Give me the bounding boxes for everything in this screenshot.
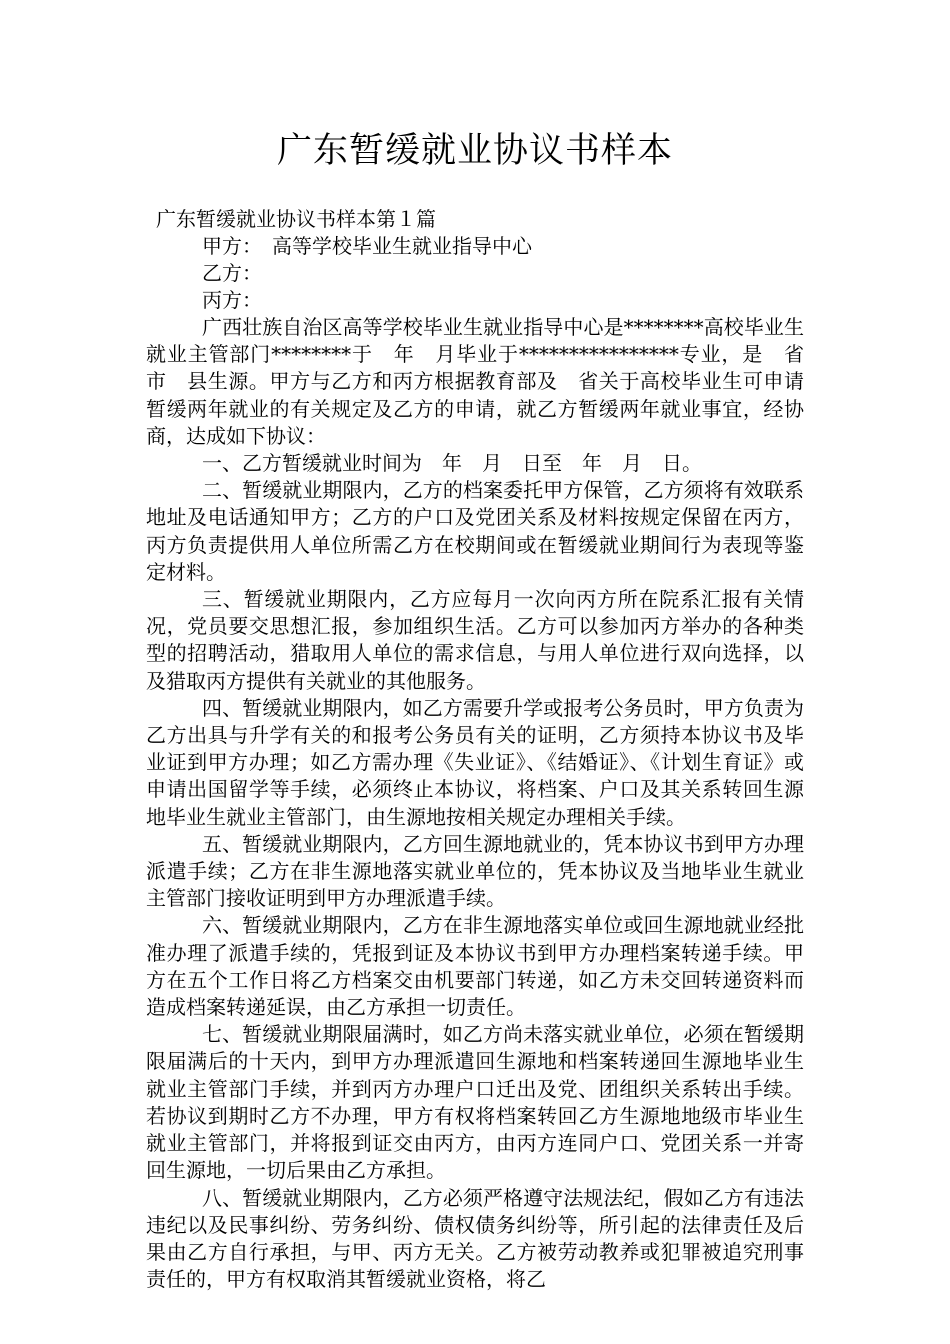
party-a-line: 甲方： 高等学校毕业生就业指导中心 xyxy=(202,234,532,258)
clause-6: 六、暂缓就业期限内，乙方在非生源地落实单位或回生源地就业经批准办理了派遣手续的，凭报到证及本协议书到甲方办理档案转递手续。甲方在五个工作日将乙方档案交由机要部门转递，如乙方未交回转递资料而造成档案转递延误，由乙方承担一切责任。 xyxy=(146,913,804,1020)
clause-8: 八、暂缓就业期限内，乙方必须严格遵守法规法纪，假如乙方有违法违纪以及民事纠纷、劳务纠纷、债权债务纠纷等，所引起的法律责任及后果由乙方自行承担，与甲、丙方无关。乙方被劳动教养或犯罪被追究刑事责任的，甲方有权取消其暂缓就业资格，将乙 xyxy=(146,1185,804,1292)
intro-paragraph: 广西壮族自治区高等学校毕业生就业指导中心是********高校毕业生就业主管部门********于 年 月毕业于****************专业，是 省 市 县生源。甲方与乙方和丙方根据教育部及 省关于高校毕业生可申请暂缓两年就业的有关规定及乙方的申请，就乙方暂缓两年就业事宜，经协商，达成如下协议： xyxy=(146,315,824,448)
clause-4: 四、暂缓就业期限内，如乙方需要升学或报考公务员时，甲方负责为乙方出具与升学有关的和报考公务员有关的证明，乙方须持本协议书及毕业证到甲方办理；如乙方需办理《失业证》、《结婚证》、《计划生育证》或申请出国留学等手续，必须终止本协议，将档案、户口及其关系转回生源地毕业生就业主管部门，由生源地按相关规定办理相关手续。 xyxy=(146,695,804,829)
clause-1: 一、乙方暂缓就业时间为 年 月 日至 年 月 日。 xyxy=(202,451,702,476)
clause-2: 二、暂缓就业期限内，乙方的档案委托甲方保管，乙方须将有效联系地址及电话通知甲方；乙方的户口及党团关系及材料按规定保留在丙方，丙方负责提供用人单位所需乙方在校期间或在暂缓就业期间行为表现等鉴定材料。 xyxy=(146,478,804,584)
party-b-line: 乙方： xyxy=(202,261,262,285)
clause-5: 五、暂缓就业期限内，乙方回生源地就业的，凭本协议书到甲方办理派遣手续；乙方在非生源地落实就业单位的，凭本协议及当地毕业生就业主管部门接收证明到甲方办理派遣手续。 xyxy=(146,831,804,911)
clause-7: 七、暂缓就业期限届满时，如乙方尚未落实就业单位，必须在暂缓期限届满后的十天内，到甲方办理派遣回生源地和档案转递回生源地毕业生就业主管部门手续，并到丙方办理户口迁出及党、团组织关系转出手续。若协议到期时乙方不办理，甲方有权将档案转回乙方生源地地级市毕业生就业主管部门，并将报到证交由丙方，由丙方连同户口、党团关系一并寄回生源地，一切后果由乙方承担。 xyxy=(146,1022,804,1183)
clause-3: 三、暂缓就业期限内，乙方应每月一次向丙方所在院系汇报有关情况，党员要交思想汇报，参加组织生活。乙方可以参加丙方举办的各种类型的招聘活动，猎取用人单位的需求信息，与用人单位进行双向选择，以及猎取丙方提供有关就业的其他服务。 xyxy=(146,587,804,693)
document-subtitle: 广东暂缓就业协议书样本第１篇 xyxy=(156,207,436,231)
party-c-line: 丙方： xyxy=(202,288,262,312)
document-title: 广东暂缓就业协议书样本 xyxy=(276,131,673,171)
